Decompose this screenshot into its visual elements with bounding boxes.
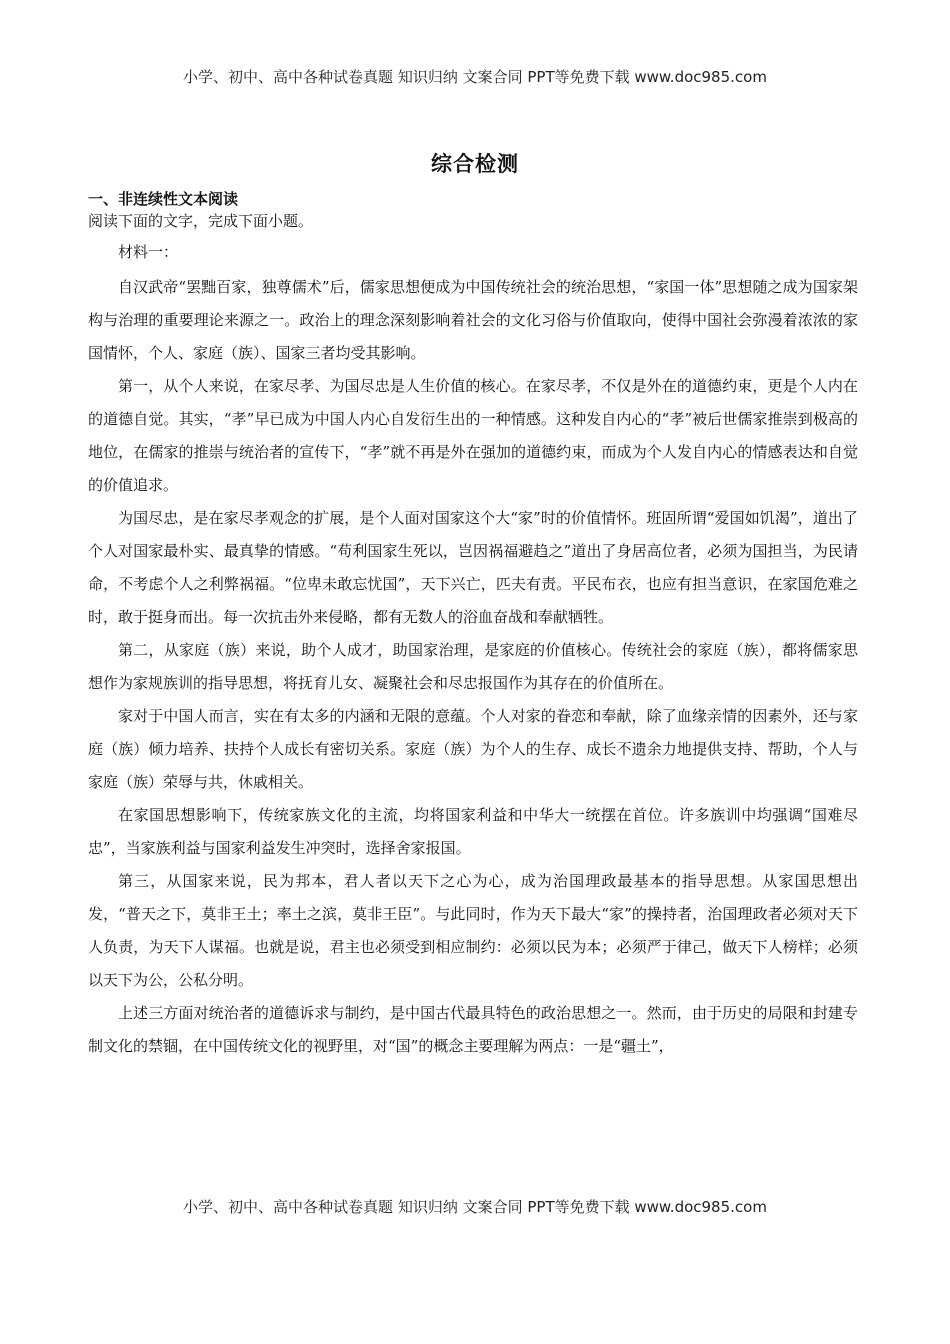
paragraph-8: 上述三方面对统治者的道德诉求与制约，是中国古代最具特色的政治思想之一。然而，由于历史的局限和封建专制文化的禁锢，在中国传统文化的视野里，对“国”的概念主要理解为两点：一是“疆土”， [88, 1004, 858, 1055]
page-header: 小学、初中、高中各种试卷真题 知识归纳 文案合同 PPT等免费下载 www.doc985.com [183, 68, 767, 86]
paragraph-3: 为国尽忠，是在家尽孝观念的扩展，是个人面对国家这个大“家”时的价值情怀。班固所谓“爱国如饥渴”，道出了个人对国家最朴实、最真挚的情感。“苟利国家生死以，岂因祸福避趋之”道出了身居高位者，必须为国担当，为民请命，不考虑个人之利弊祸福。“位卑未敢忘忧国”，天下兴亡，匹夫有责。平民布衣，也应有担当意识，在家国危难之时，敢于挺身而出。每一次抗击外来侵略，都有无数人的浴血奋战和奉献牺牲。 [88, 509, 858, 626]
paragraph-5: 家对于中国人而言，实在有太多的内涵和无限的意蕴。个人对家的眷恋和奉献，除了血缘亲情的因素外，还与家庭（族）倾力培养、扶持个人成长有密切关系。家庭（族）为个人的生存、成长不遗余力地提供支持、帮助，个人与家庭（族）荣辱与共，休戚相关。 [88, 707, 858, 791]
page-title: 综合检测 [431, 152, 519, 176]
paragraph-6: 在家国思想影响下，传统家族文化的主流，均将国家利益和中华大一统摆在首位。许多族训中均强调“国难尽忠”，当家族利益与国家利益发生冲突时，选择舍家报国。 [88, 806, 858, 857]
paragraph-4: 第二，从家庭（族）来说，助个人成才，助国家治理，是家庭的价值核心。传统社会的家庭（族），都将儒家思想作为家规族训的指导思想，将抚育儿女、凝聚社会和尽忠报国作为其存在的价值所在。 [88, 641, 858, 692]
page-footer: 小学、初中、高中各种试卷真题 知识归纳 文案合同 PPT等免费下载 www.doc985.com [183, 1198, 767, 1216]
paragraph-2: 第一，从个人来说，在家尽孝、为国尽忠是人生价值的核心。在家尽孝，不仅是外在的道德约束，更是个人内在的道德自觉。其实，“孝”早已成为中国人内心自发衍生出的一种情感。这种发自内心的“孝”被后世儒家推崇到极高的地位，在儒家的推崇与统治者的宣传下，“孝”就不再是外在强加的道德约束，而成为个人发自内心的情感表达和自觉的价值追求。 [88, 377, 858, 494]
reading-instruction: 阅读下面的文字，完成下面小题。 [88, 212, 314, 230]
material-label: 材料一： [118, 243, 179, 261]
paragraph-7: 第三，从国家来说，民为邦本，君人者以天下之心为心，成为治国理政最基本的指导思想。从家国思想出发，“普天之下，莫非王土；率土之滨，莫非王臣”。与此同时，作为天下最大“家”的操持者，治国理政者必须对天下人负责，为天下人谋福。也就是说，君主也必须受到相应制约：必须以民为本；必须严于律己，做天下人榜样；必须以天下为公，公私分明。 [88, 872, 858, 989]
document-body [88, 188, 858, 1063]
section-heading: 一、非连续性文本阅读 [88, 190, 239, 208]
paragraph-1: 自汉武帝“罢黜百家，独尊儒术”后，儒家思想便成为中国传统社会的统治思想，“家国一体”思想随之成为国家架构与治理的重要理论来源之一。政治上的理念深刻影响着社会的文化习俗与价值取向，使得中国社会弥漫着浓浓的家国情怀，个人、家庭（族）、国家三者均受其影响。 [88, 278, 858, 362]
